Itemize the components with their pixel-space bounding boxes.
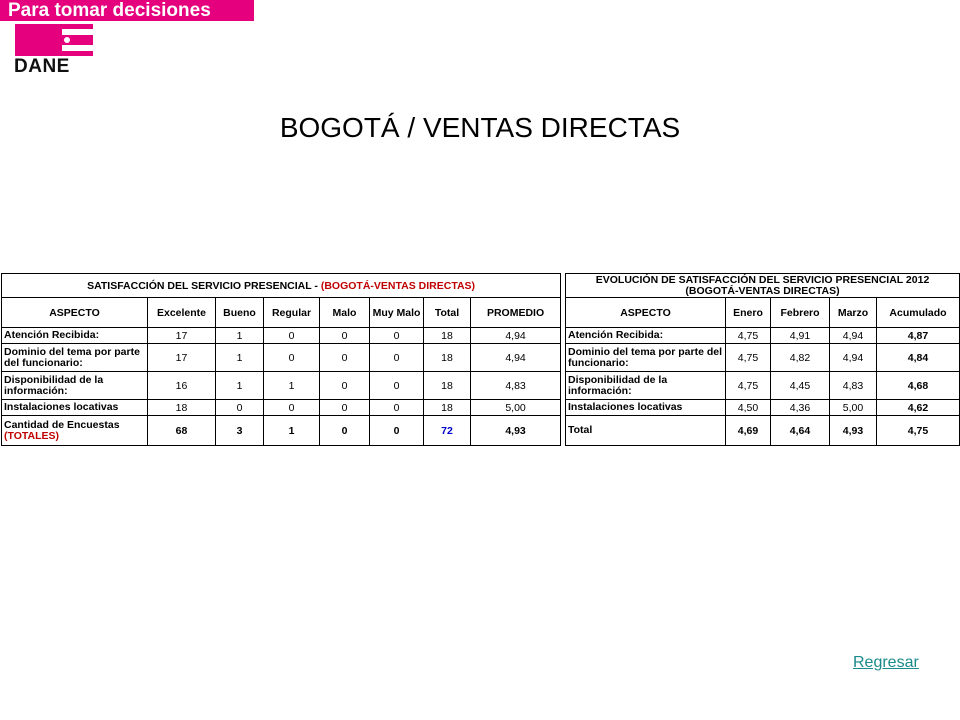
- tagline: Para tomar decisiones: [0, 0, 254, 21]
- column-header: Malo: [320, 298, 370, 328]
- table-row: Disponibilidad de la información: 16 1 1 0 0 18 4,83: [2, 372, 561, 400]
- column-header: Febrero: [771, 298, 830, 328]
- table-row: Instalaciones locativas 4,50 4,36 5,00 4,62: [566, 400, 960, 416]
- table-row: Dominio del tema por parte del funcionario: 17 1 0 0 0 18 4,94: [2, 344, 561, 372]
- dane-e-icon: [15, 24, 93, 56]
- column-header: ASPECTO: [566, 298, 726, 328]
- evolution-table: [565, 273, 960, 446]
- table-row: Atención Recibida: 4,75 4,91 4,94 4,87: [566, 328, 960, 344]
- table-row: Instalaciones locativas 18 0 0 0 0 18 5,00: [2, 400, 561, 416]
- dane-logo: [0, 0, 254, 80]
- table-title: SATISFACCIÓN DEL SERVICIO PRESENCIAL - (BOGOTÁ-VENTAS DIRECTAS): [2, 274, 561, 298]
- table-title: EVOLUCIÓN DE SATISFACCIÓN DEL SERVICIO PRESENCIAL 2012 (BOGOTÁ-VENTAS DIRECTAS): [566, 274, 960, 298]
- column-header: Enero: [726, 298, 771, 328]
- logo-text: DANE: [14, 56, 70, 77]
- totals-row: Total 4,69 4,64 4,93 4,75: [566, 416, 960, 446]
- column-header: Regular: [264, 298, 320, 328]
- column-header: ASPECTO: [2, 298, 148, 328]
- column-header: Marzo: [830, 298, 877, 328]
- column-header: Total: [424, 298, 471, 328]
- back-link[interactable]: Regresar: [853, 654, 919, 671]
- column-header: Muy Malo: [370, 298, 424, 328]
- table-header-row: [566, 298, 960, 328]
- table-row: Disponibilidad de la información: 4,75 4,45 4,83 4,68: [566, 372, 960, 400]
- satisfaction-table: [1, 273, 561, 446]
- column-header: Excelente: [148, 298, 216, 328]
- column-header: PROMEDIO: [471, 298, 561, 328]
- totals-row: Cantidad de Encuestas (TOTALES) 68 3 1 0 0 72 4,93: [2, 416, 561, 446]
- column-header: Bueno: [216, 298, 264, 328]
- page-title: BOGOTÁ / VENTAS DIRECTAS: [279, 112, 681, 143]
- table-row: Atención Recibida: 17 1 0 0 0 18 4,94: [2, 328, 561, 344]
- table-row: Dominio del tema por parte del funcionario: 4,75 4,82 4,94 4,84: [566, 344, 960, 372]
- table-header-row: [2, 298, 561, 328]
- column-header: Acumulado: [877, 298, 960, 328]
